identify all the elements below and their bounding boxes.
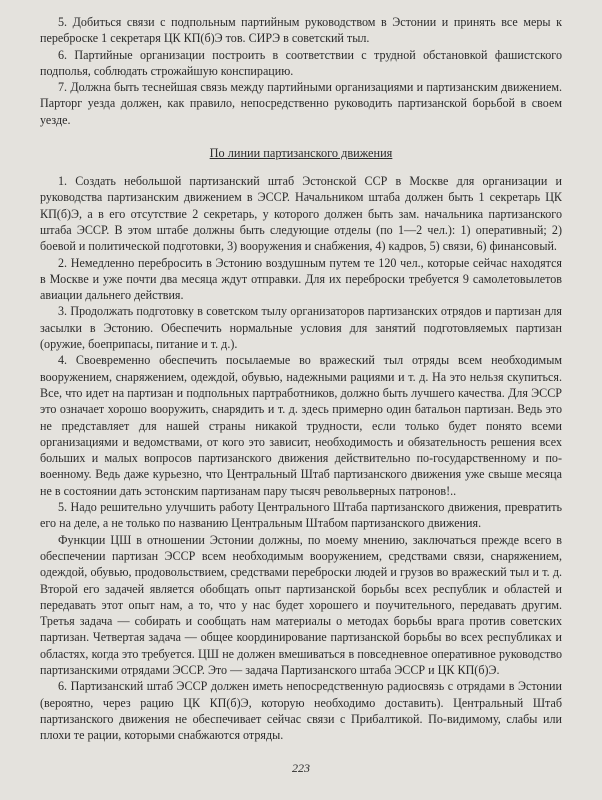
intro-block (40, 14, 562, 128)
paragraph: 6. Партизанский штаб ЭССР должен иметь непосредственную радиосвязь с отрядами в Эстонии (вероятно, через рацию ЦК КП(б)Э, которую необходимо доставить). Центральный Штаб партизанского движения не обеспечивает сейчас связи с Прибалтикой. По-видимому, слабы или плохи те рации, которыми снабжаются отряды. (40, 679, 562, 743)
paragraph: 4. Своевременно обеспечить посылаемые во вражеский тыл отряды всем необходимым вооружением, снаряжением, одеждой, обувью, надежными рациями и т. д. На это нельзя скупиться. Все, что идет на партизан и подпольных партработников, должно быть лучшего качества. Для ЭССР это означает хорошо вооружить, снарядить и т. д. здесь примерно один батальон партизан. Ведь это не представляет для нашей страны никакой трудности, если только будет понято всеми организациями и ведомствами, от кого это зависит, необходимость и обязательность решения всех больших и малых вопросов партизанского движения действительно по-государственному и по-военному. Ведь даже курьезно, что Центральный Штаб партизанского движения уже свыше месяца не в состоянии дать эстонским партизанам пару тысяч револьверных патронов!.. (40, 353, 562, 498)
paragraph: 7. Должна быть теснейшая связь между партийными организациями и партизанским движением. Парторг уезда должен, как правило, непосредственно руководить партизанской борьбой в своем уезде. (40, 80, 562, 127)
paragraph: 5. Надо решительно улучшить работу Центрального Штаба партизанского движения, превратить его на деле, а не только по названию Центральным Штабом партизанского движения. (40, 500, 562, 531)
paragraph: 3. Продолжать подготовку в советском тылу организаторов партизанских отрядов и партизан для засылки в Эстонию. Обеспечить нормальные условия для занятий подготовляемых партизан (оружие, боеприпасы, питание и т. д.). (40, 304, 562, 352)
paragraph: 2. Немедленно перебросить в Эстонию воздушным путем те 120 чел., которые сейчас находятся в Москве и уже почти два месяца ждут отправки. Для их переброски требуется 9 самолетовылетов авиации дальнего действия. (40, 255, 562, 303)
paragraph: 6. Партийные организации построить в соответствии с трудной обстановкой фашистского подполья, соблюдать строжайшую конспирацию. (40, 47, 562, 78)
paragraph: 5. Добиться связи с подпольным партийным руководством в Эстонии и принять все меры к переброске 1 секретаря ЦК КП(б)Э тов. СИРЭ в советский тыл. (40, 15, 562, 46)
paragraph: 1. Создать небольшой партизанский штаб Эстонской ССР в Москве для организации и руководства партизанским движением в ЭССР. Начальником штаба должен быть 1 секретарь ЦК КП(б)Э, а в его отсутствие 2 секретарь, у которого должен быть зам. начальника партизанского штаба ЭССР. В этом штабе должны быть следующие отделы (по 1—2 чел.): 1) оперативный; 2) боевой и политической подготовки, 3) вооружения и снабжения, 4) кадров, 5) связи, 6) финансовый. (40, 174, 562, 254)
page-number: 223 (292, 761, 310, 775)
paragraph: Функции ЦШ в отношении Эстонии должны, по моему мнению, заключаться прежде всего в обеспечении партизан ЭССР всем необходимым вооружением, средствами связи, снаряжением, одеждой, обувью, продовольствием, средствами переброски людей и грузов во вражеский тыл и т. д. Второй его задачей является обобщать опыт партизанской борьбы всех республик и областей и передавать этот опыт нам, а то, что у нас будет хорошего и поучительного, передавать другим. Третья задача — собирать и сообщать нам материалы о методах борьбы врага против советских партизан. Четвертая задача — общее координирование партизанской борьбы во всех республиках и областях, когда это требуется. ЦШ не должен вмешиваться в повседневное оперативное руководство партизанскими отрядами ЭССР. Это — задача Партизанского штаба ЭССР и ЦК КП(б)Э. (40, 532, 562, 677)
section-block (40, 173, 562, 743)
section-heading: По линии партизанского движения (209, 146, 393, 161)
